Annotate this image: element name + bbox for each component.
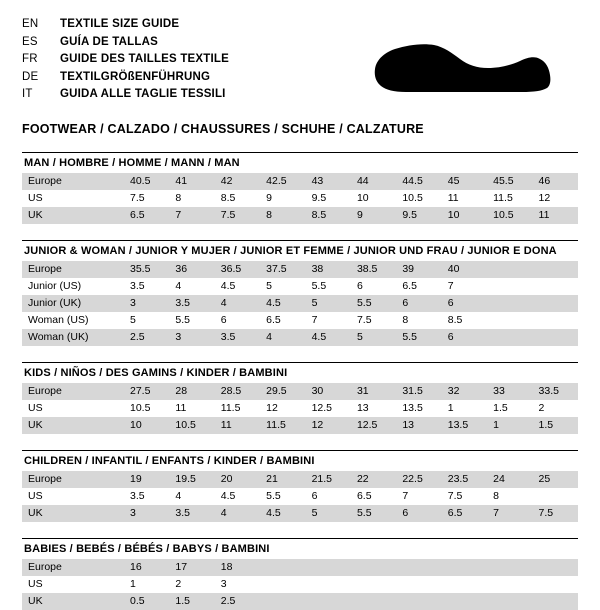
size-table	[22, 261, 578, 346]
size-cell: 2	[533, 400, 578, 417]
size-cell: 7.5	[215, 207, 260, 224]
size-cell	[396, 593, 441, 610]
size-section	[22, 538, 578, 610]
section-divider	[22, 538, 578, 539]
language-code: EN	[22, 18, 39, 30]
size-cell	[533, 559, 578, 576]
dress-shoe-icon	[364, 28, 554, 104]
size-table	[22, 471, 578, 522]
table-row	[22, 505, 578, 522]
size-cell: 11	[215, 417, 260, 434]
row-label: UK	[22, 417, 124, 434]
size-cell	[260, 576, 305, 593]
language-guide-title: TEXTILE SIZE GUIDE	[60, 18, 180, 30]
size-cell: 3.5	[215, 329, 260, 346]
size-cell: 7.5	[124, 190, 169, 207]
language-code: ES	[22, 35, 38, 48]
size-cell: 11.5	[260, 417, 305, 434]
size-cell	[487, 278, 532, 295]
size-cell: 10	[351, 190, 396, 207]
size-cell: 23.5	[442, 471, 487, 488]
language-row	[22, 86, 229, 104]
size-cell: 35.5	[124, 261, 169, 278]
table-row	[22, 417, 578, 434]
size-cell: 12	[306, 417, 351, 434]
size-table	[22, 173, 578, 224]
size-section	[22, 152, 578, 224]
size-cell: 13.5	[442, 417, 487, 434]
size-cell: 8	[260, 207, 305, 224]
size-cell: 2.5	[124, 329, 169, 346]
table-row	[22, 593, 578, 610]
size-cell: 6	[351, 278, 396, 295]
size-section	[22, 450, 578, 522]
size-cell	[533, 278, 578, 295]
size-cell	[533, 329, 578, 346]
table-row	[22, 207, 578, 224]
size-cell: 1.5	[487, 400, 532, 417]
size-cell: 38	[306, 261, 351, 278]
size-cell: 29.5	[260, 383, 305, 400]
size-cell: 8	[396, 312, 441, 329]
size-cell: 30	[306, 383, 351, 400]
size-cell: 21.5	[306, 471, 351, 488]
language-row	[22, 51, 229, 69]
size-cell: 33.5	[533, 383, 578, 400]
size-cell: 21	[260, 471, 305, 488]
size-cell: 8	[169, 190, 214, 207]
language-code: FR	[22, 53, 38, 65]
size-cell: 5.5	[169, 312, 214, 329]
size-cell: 1.5	[169, 593, 214, 610]
size-cell	[487, 559, 532, 576]
language-code: IT	[22, 88, 33, 100]
size-cell: 6	[215, 312, 260, 329]
table-row	[22, 488, 578, 505]
size-cell: 5	[306, 295, 351, 312]
size-section	[22, 240, 578, 346]
size-cell: 6	[442, 295, 487, 312]
size-cell: 4	[215, 505, 260, 522]
size-cell: 9.5	[396, 207, 441, 224]
size-cell: 38.5	[351, 261, 396, 278]
size-cell	[442, 559, 487, 576]
size-cell: 8.5	[215, 190, 260, 207]
size-cell: 7	[487, 505, 532, 522]
language-guide-title: GUIDE DES TAILLES TEXTILE	[60, 53, 229, 65]
size-cell	[487, 295, 532, 312]
size-cell	[442, 576, 487, 593]
size-cell: 5.5	[306, 278, 351, 295]
size-cell: 5	[306, 505, 351, 522]
size-cell: 7.5	[442, 488, 487, 505]
language-row	[22, 34, 229, 52]
size-cell: 45.5	[487, 173, 532, 190]
size-cell	[306, 593, 351, 610]
size-cell: 7	[396, 488, 441, 505]
size-cell: 3.5	[124, 278, 169, 295]
size-cell: 1.5	[533, 417, 578, 434]
size-cell: 11	[442, 190, 487, 207]
section-title: KIDS / NIÑOS / DES GAMINS / KINDER / BAMBINI	[24, 367, 288, 379]
size-cell: 10.5	[169, 417, 214, 434]
size-cell: 10.5	[487, 207, 532, 224]
size-cell: 10	[124, 417, 169, 434]
size-cell: 3.5	[169, 295, 214, 312]
size-cell: 39	[396, 261, 441, 278]
size-cell: 1	[442, 400, 487, 417]
size-cell: 0.5	[124, 593, 169, 610]
language-guide-title: GUÍA DE TALLAS	[60, 35, 158, 48]
header	[22, 16, 578, 112]
size-cell: 36	[169, 261, 214, 278]
language-guide-title: GUIDA ALLE TAGLIE TESSILI	[60, 88, 226, 100]
row-label: UK	[22, 207, 124, 224]
size-cell: 7	[169, 207, 214, 224]
size-cell: 11.5	[215, 400, 260, 417]
size-cell	[533, 488, 578, 505]
table-row	[22, 400, 578, 417]
table-row	[22, 559, 578, 576]
size-cell	[487, 329, 532, 346]
size-cell: 22.5	[396, 471, 441, 488]
row-label: US	[22, 400, 124, 417]
size-cell	[351, 559, 396, 576]
section-title: CHILDREN / INFANTIL / ENFANTS / KINDER / BAMBINI	[24, 455, 315, 467]
table-row	[22, 329, 578, 346]
size-cell: 4	[169, 488, 214, 505]
size-cell	[533, 593, 578, 610]
size-cell: 31.5	[396, 383, 441, 400]
size-cell: 1	[487, 417, 532, 434]
size-cell: 4	[260, 329, 305, 346]
size-cell	[487, 312, 532, 329]
footwear-heading: FOOTWEAR / CALZADO / CHAUSSURES / SCHUHE / CALZATURE	[22, 122, 424, 136]
row-label: Junior (US)	[22, 278, 124, 295]
size-cell: 36.5	[215, 261, 260, 278]
row-label: UK	[22, 593, 124, 610]
size-cell: 3	[215, 576, 260, 593]
size-cell: 3	[124, 295, 169, 312]
size-cell: 5	[260, 278, 305, 295]
language-row	[22, 69, 229, 87]
size-cell	[442, 593, 487, 610]
size-cell: 13	[396, 417, 441, 434]
size-cell	[351, 576, 396, 593]
size-cell: 12	[260, 400, 305, 417]
row-label: Europe	[22, 559, 124, 576]
size-cell: 8	[487, 488, 532, 505]
size-cell	[396, 559, 441, 576]
size-cell: 10	[442, 207, 487, 224]
size-cell: 6.5	[442, 505, 487, 522]
size-cell: 45	[442, 173, 487, 190]
table-row	[22, 383, 578, 400]
size-cell	[351, 593, 396, 610]
size-cell	[487, 593, 532, 610]
size-cell: 3.5	[169, 505, 214, 522]
size-cell: 46	[533, 173, 578, 190]
size-cell: 4	[215, 295, 260, 312]
size-cell: 5.5	[396, 329, 441, 346]
row-label: Woman (UK)	[22, 329, 124, 346]
size-cell: 19.5	[169, 471, 214, 488]
size-cell: 7	[442, 278, 487, 295]
size-cell: 7.5	[533, 505, 578, 522]
size-cell	[306, 559, 351, 576]
row-label: US	[22, 576, 124, 593]
size-cell: 6	[396, 505, 441, 522]
size-cell: 9	[351, 207, 396, 224]
size-cell: 44.5	[396, 173, 441, 190]
size-cell: 4.5	[260, 295, 305, 312]
size-cell: 11	[169, 400, 214, 417]
size-cell: 4.5	[215, 488, 260, 505]
section-title: BABIES / BEBÉS / BÉBÉS / BABYS / BAMBINI	[24, 543, 270, 555]
row-label: US	[22, 190, 124, 207]
section-divider	[22, 240, 578, 241]
size-cell	[306, 576, 351, 593]
size-cell: 6	[442, 329, 487, 346]
size-cell: 6.5	[351, 488, 396, 505]
row-label: UK	[22, 505, 124, 522]
size-cell: 4.5	[215, 278, 260, 295]
section-divider	[22, 152, 578, 153]
table-row	[22, 312, 578, 329]
size-cell: 2	[169, 576, 214, 593]
size-cell: 1	[124, 576, 169, 593]
size-cell: 3	[169, 329, 214, 346]
size-cell: 7	[306, 312, 351, 329]
size-cell: 42	[215, 173, 260, 190]
size-cell: 20	[215, 471, 260, 488]
language-code: DE	[22, 70, 39, 83]
size-table	[22, 559, 578, 610]
size-table	[22, 383, 578, 434]
size-cell	[396, 576, 441, 593]
size-cell: 13	[351, 400, 396, 417]
size-cell: 8.5	[306, 207, 351, 224]
size-cell: 28.5	[215, 383, 260, 400]
table-row	[22, 576, 578, 593]
size-cell: 4.5	[260, 505, 305, 522]
size-cell	[533, 261, 578, 278]
size-cell: 27.5	[124, 383, 169, 400]
size-cell: 4.5	[306, 329, 351, 346]
size-cell: 28	[169, 383, 214, 400]
size-cell: 41	[169, 173, 214, 190]
row-label: Woman (US)	[22, 312, 124, 329]
size-cell: 5.5	[351, 505, 396, 522]
size-cell: 16	[124, 559, 169, 576]
size-cell: 12.5	[306, 400, 351, 417]
size-cell: 42.5	[260, 173, 305, 190]
table-row	[22, 173, 578, 190]
table-row	[22, 261, 578, 278]
size-cell: 44	[351, 173, 396, 190]
size-cell: 9	[260, 190, 305, 207]
size-cell	[487, 261, 532, 278]
size-cell: 6.5	[124, 207, 169, 224]
table-row	[22, 295, 578, 312]
size-cell: 24	[487, 471, 532, 488]
section-divider	[22, 450, 578, 451]
size-cell: 4	[169, 278, 214, 295]
size-sections	[22, 152, 578, 610]
size-cell	[260, 559, 305, 576]
size-cell: 8.5	[442, 312, 487, 329]
row-label: Europe	[22, 383, 124, 400]
size-cell	[533, 312, 578, 329]
size-cell: 5.5	[260, 488, 305, 505]
size-section	[22, 362, 578, 434]
size-cell: 33	[487, 383, 532, 400]
row-label: Europe	[22, 471, 124, 488]
size-cell: 5	[351, 329, 396, 346]
table-row	[22, 190, 578, 207]
size-cell	[533, 295, 578, 312]
size-cell: 25	[533, 471, 578, 488]
language-title-list	[22, 16, 229, 104]
size-cell: 37.5	[260, 261, 305, 278]
size-cell: 3	[124, 505, 169, 522]
size-cell: 19	[124, 471, 169, 488]
size-cell: 31	[351, 383, 396, 400]
language-row	[22, 16, 229, 34]
size-cell: 12.5	[351, 417, 396, 434]
size-cell: 40.5	[124, 173, 169, 190]
language-guide-title: TEXTILGRÖßENFÜHRUNG	[60, 70, 211, 83]
size-cell: 22	[351, 471, 396, 488]
size-cell: 12	[533, 190, 578, 207]
size-cell: 5.5	[351, 295, 396, 312]
size-cell: 5	[124, 312, 169, 329]
size-cell	[260, 593, 305, 610]
size-cell: 18	[215, 559, 260, 576]
section-title: MAN / HOMBRE / HOMME / MANN / MAN	[24, 157, 240, 169]
size-cell: 32	[442, 383, 487, 400]
size-cell: 40	[442, 261, 487, 278]
size-cell: 6	[306, 488, 351, 505]
size-cell: 9.5	[306, 190, 351, 207]
size-cell: 6	[396, 295, 441, 312]
size-cell: 3.5	[124, 488, 169, 505]
row-label: Europe	[22, 173, 124, 190]
size-cell: 6.5	[396, 278, 441, 295]
row-label: US	[22, 488, 124, 505]
row-label: Junior (UK)	[22, 295, 124, 312]
row-label: Europe	[22, 261, 124, 278]
size-cell: 7.5	[351, 312, 396, 329]
size-cell: 10.5	[124, 400, 169, 417]
size-cell	[533, 576, 578, 593]
size-cell: 11.5	[487, 190, 532, 207]
section-divider	[22, 362, 578, 363]
size-cell: 17	[169, 559, 214, 576]
size-cell: 13.5	[396, 400, 441, 417]
size-cell: 2.5	[215, 593, 260, 610]
size-cell: 11	[533, 207, 578, 224]
table-row	[22, 278, 578, 295]
size-cell: 6.5	[260, 312, 305, 329]
size-cell	[487, 576, 532, 593]
size-cell: 43	[306, 173, 351, 190]
table-row	[22, 471, 578, 488]
size-cell: 10.5	[396, 190, 441, 207]
section-title: JUNIOR & WOMAN / JUNIOR Y MUJER / JUNIOR ET FEMME / JUNIOR UND FRAU / JUNIOR E DONA	[24, 245, 557, 257]
